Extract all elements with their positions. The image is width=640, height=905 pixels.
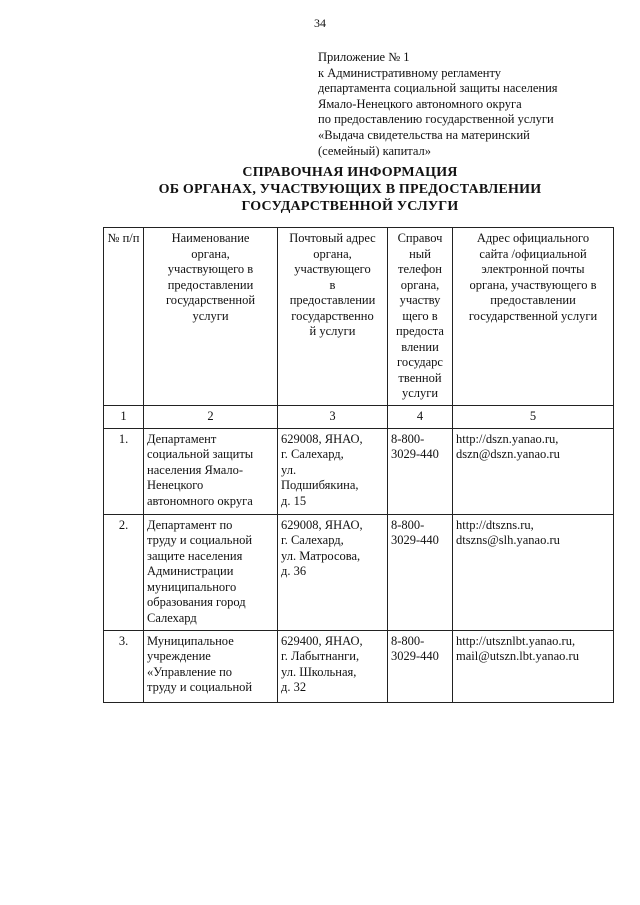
text-line: Подшибякина, xyxy=(281,478,359,492)
text-line: г. Салехард, xyxy=(281,533,344,547)
header-phone xyxy=(388,228,453,406)
text-line: учреждение xyxy=(147,649,211,663)
text-line: органа, xyxy=(313,246,352,261)
text-line: муниципального xyxy=(147,579,237,594)
text-line: http://utsznlbt.yanao.ru, xyxy=(456,633,576,648)
table-row xyxy=(104,514,614,630)
text-line: электронной почты xyxy=(481,262,585,276)
column-number: 1 xyxy=(104,405,144,428)
text-line: й услуги xyxy=(309,324,356,338)
text-line: государственной xyxy=(165,293,256,307)
text-line: д. 32 xyxy=(281,680,307,694)
text-line: органа, xyxy=(400,277,440,292)
text-line: ный xyxy=(409,246,431,261)
text-line: 8-800- xyxy=(391,633,425,648)
text-line: 8-800- xyxy=(391,517,425,532)
text-line: mail@utszn.lbt.yanao.ru xyxy=(456,649,579,663)
text-line: образования город xyxy=(147,595,246,609)
page-number: 34 xyxy=(314,16,326,30)
table-header-row xyxy=(104,228,614,406)
agencies-table xyxy=(103,227,614,703)
appendix-line: департамента социальной защиты населения xyxy=(318,81,558,96)
column-number: 3 xyxy=(278,405,388,428)
text-line: органа, xyxy=(191,246,230,261)
text-line: труду и социальной xyxy=(147,533,253,547)
agency-web xyxy=(453,630,614,702)
agency-address xyxy=(278,514,388,630)
text-line: 629008, ЯНАО, xyxy=(281,431,363,446)
text-line: твенной xyxy=(398,370,442,385)
text-line: автономного округа xyxy=(147,493,253,508)
document-title xyxy=(100,164,600,215)
text-line: 3029-440 xyxy=(391,447,439,461)
text-line: населения Ямало- xyxy=(147,462,243,477)
text-line: 3029-440 xyxy=(391,533,439,547)
header-web xyxy=(453,228,614,406)
text-line: предоставлении xyxy=(490,293,576,307)
text-line: ул. xyxy=(281,462,297,477)
header-name xyxy=(144,228,278,406)
text-line: участвующего xyxy=(294,262,371,276)
text-line: dszn@dszn.yanao.ru xyxy=(456,447,560,461)
text-line: г. Салехард, xyxy=(281,447,344,461)
text-line: Адрес официального xyxy=(476,231,590,245)
row-number: 1. xyxy=(104,428,144,514)
header-num: № п/п xyxy=(104,228,144,406)
text-line: государственной услуги xyxy=(468,308,598,323)
text-line: Департамент по xyxy=(147,517,233,532)
text-line: Департамент xyxy=(147,431,217,446)
appendix-note xyxy=(318,50,638,159)
text-line: предоставлении xyxy=(289,293,376,307)
title-line: ГОСУДАРСТВЕННОЙ УСЛУГИ xyxy=(241,199,459,214)
text-line: государственно xyxy=(291,308,374,323)
title-line: СПРАВОЧНАЯ ИНФОРМАЦИЯ xyxy=(242,165,458,180)
header-address xyxy=(278,228,388,406)
text-line: 629400, ЯНАО, xyxy=(281,633,363,648)
text-line: услуги xyxy=(192,308,229,323)
text-line: http://dtszns.ru, xyxy=(456,517,534,532)
agency-name xyxy=(144,514,278,630)
text-line: д. 15 xyxy=(281,493,307,508)
agency-phone xyxy=(388,428,453,514)
text-line: 629008, ЯНАО, xyxy=(281,517,363,532)
agency-web xyxy=(453,514,614,630)
table-row xyxy=(104,428,614,514)
text-line: Ненецкого xyxy=(147,478,204,492)
column-number: 4 xyxy=(388,405,453,428)
agency-phone xyxy=(388,514,453,630)
text-line: Почтовый адрес xyxy=(289,231,376,245)
text-line: «Управление по xyxy=(147,664,233,679)
row-number: 2. xyxy=(104,514,144,630)
text-line: Справоч xyxy=(397,231,443,245)
text-line: dtszns@slh.yanao.ru xyxy=(456,533,560,547)
appendix-line: «Выдача свидетельства на материнский xyxy=(318,127,530,142)
text-line: органа, участвующего в xyxy=(469,277,597,292)
text-line: г. Лабытнанги, xyxy=(281,649,360,663)
text-line: телефон xyxy=(398,262,442,276)
text-line: влении xyxy=(401,339,439,354)
text-line: http://dszn.yanao.ru, xyxy=(456,431,559,446)
column-number: 5 xyxy=(453,405,614,428)
text-line: предоставлении xyxy=(167,277,254,292)
appendix-line: Приложение № 1 xyxy=(318,50,410,64)
text-line: ул. Школьная, xyxy=(281,664,357,679)
row-number: 3. xyxy=(104,630,144,702)
text-line: участву xyxy=(399,293,441,307)
appendix-line: (семейный) капитал» xyxy=(318,143,432,158)
agency-address xyxy=(278,630,388,702)
agency-name xyxy=(144,630,278,702)
agency-phone xyxy=(388,630,453,702)
text-line: участвующего в xyxy=(167,262,254,276)
text-line: Наименование xyxy=(171,231,250,245)
text-line: государс xyxy=(397,355,443,369)
text-line: труду и социальной xyxy=(147,680,253,694)
text-line: ул. Матросова, xyxy=(281,548,361,563)
appendix-line: по предоставлению государственной услуги xyxy=(318,112,554,127)
text-line: Салехард xyxy=(147,610,197,625)
column-number: 2 xyxy=(144,405,278,428)
text-line: щего в xyxy=(402,308,438,323)
appendix-line: к Административному регламенту xyxy=(318,65,502,80)
text-line: 3029-440 xyxy=(391,649,439,663)
title-line: ОБ ОРГАНАХ, УЧАСТВУЮЩИХ В ПРЕДОСТАВЛЕНИИ xyxy=(158,182,542,197)
text-line: 8-800- xyxy=(391,431,425,446)
table-row xyxy=(104,630,614,702)
agency-web xyxy=(453,428,614,514)
agency-name xyxy=(144,428,278,514)
text-line: Администрации xyxy=(147,564,234,578)
text-line: сайта /официальной xyxy=(479,246,587,261)
text-line: д. 36 xyxy=(281,564,307,578)
text-line: социальной защиты xyxy=(147,447,254,461)
text-line: в xyxy=(329,277,336,292)
text-line: Муниципальное xyxy=(147,633,234,648)
text-line: предоста xyxy=(396,324,444,338)
column-number-row xyxy=(104,405,614,428)
text-line: защите населения xyxy=(147,548,243,563)
text-line: услуги xyxy=(401,386,439,400)
agency-address xyxy=(278,428,388,514)
appendix-line: Ямало-Ненецкого автономного округа xyxy=(318,96,522,111)
